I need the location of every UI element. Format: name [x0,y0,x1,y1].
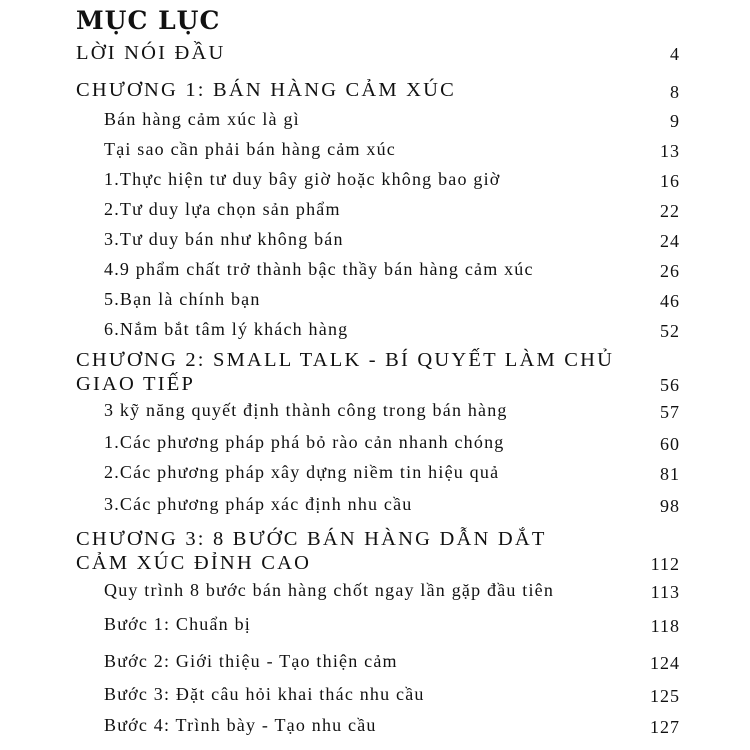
toc-page-number: 56 [660,375,680,395]
toc-page-number: 16 [660,171,680,191]
toc-page-number: 26 [660,261,680,281]
toc-page-number: 81 [660,464,680,484]
toc-page-number: 57 [660,402,680,422]
toc-page-number: 52 [660,321,680,341]
toc-page-number: 22 [660,201,680,221]
toc-page-number: 4 [670,44,680,64]
toc-entry: 1.Các phương pháp phá bỏ rào cản nhanh chóng [104,432,505,452]
toc-entry: 6.Nắm bắt tâm lý khách hàng [104,319,349,339]
toc-page-number: 9 [670,111,680,131]
toc-entry: 2.Tư duy lựa chọn sản phẩm [104,199,341,219]
toc-entry: Tại sao cần phải bán hàng cảm xúc [104,139,396,159]
toc-page-number: 24 [660,231,680,251]
toc-page-number: 13 [660,141,680,161]
toc-entry: Bán hàng cảm xúc là gì [104,109,300,129]
toc-chapter-heading: CHƯƠNG 3: 8 BƯỚC BÁN HÀNG DẪN DẮT [76,528,547,550]
toc-page-number: 127 [650,717,680,737]
toc-page-number: 124 [650,653,680,673]
toc-entry: 3.Các phương pháp xác định nhu cầu [104,494,413,514]
toc-chapter-heading: CHƯƠNG 1: BÁN HÀNG CẢM XÚC [76,79,457,101]
toc-entry: 4.9 phẩm chất trở thành bậc thầy bán hàng cảm xúc [104,259,534,279]
toc-entry: 1.Thực hiện tư duy bây giờ hoặc không bao giờ [104,169,501,189]
toc-entry: 3 kỹ năng quyết định thành công trong bán hàng [104,400,508,420]
toc-chapter-heading-cont: GIAO TIẾP [76,373,196,395]
toc-entry: 2.Các phương pháp xây dựng niềm tin hiệu quả [104,462,500,482]
toc-entry: Bước 1: Chuẩn bị [104,614,251,634]
toc-entry-preface: LỜI NÓI ĐẦU [76,42,226,64]
toc-page-number: 118 [650,616,680,636]
toc-entry: Bước 4: Trình bày - Tạo nhu cầu [104,715,377,735]
toc-page-number: 46 [660,291,680,311]
toc-page-number: 113 [650,582,680,602]
toc-page-number: 112 [650,554,680,574]
toc-entry: Quy trình 8 bước bán hàng chốt ngay lần gặp đầu tiên [104,580,555,600]
toc-page-number: 125 [650,686,680,706]
toc-title: MỤC LỤC [76,6,221,35]
toc-page-number: 8 [670,82,680,102]
toc-entry: 5.Bạn là chính bạn [104,289,261,309]
toc-entry: Bước 2: Giới thiệu - Tạo thiện cảm [104,651,398,671]
toc-entry: 3.Tư duy bán như không bán [104,229,344,249]
toc-page-number: 60 [660,434,680,454]
toc-chapter-heading: CHƯƠNG 2: SMALL TALK - BÍ QUYẾT LÀM CHỦ [76,349,615,371]
toc-chapter-heading-cont: CẢM XÚC ĐỈNH CAO [76,552,312,574]
toc-page-number: 98 [660,496,680,516]
toc-entry: Bước 3: Đặt câu hỏi khai thác nhu cầu [104,684,425,704]
